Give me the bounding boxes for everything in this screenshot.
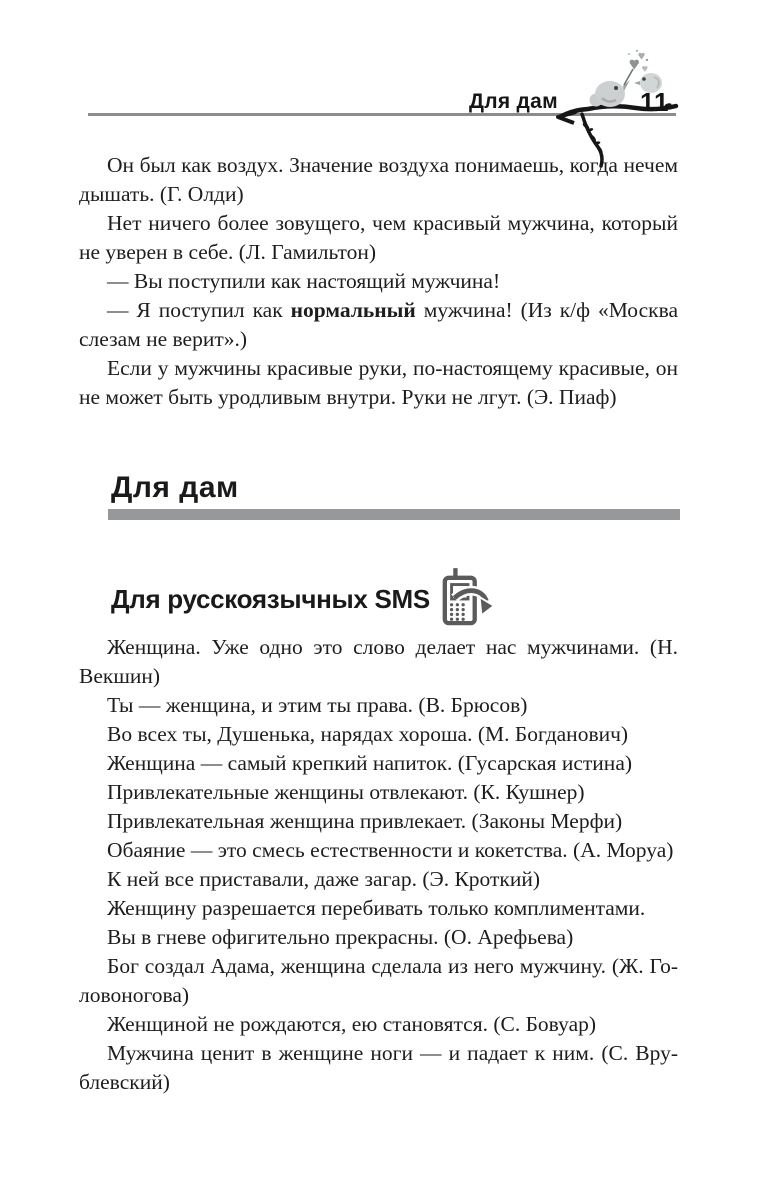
running-header-title: Для дам xyxy=(468,90,558,113)
quote-prefix: — Я поступил как xyxy=(107,298,291,322)
section-title: Для дам xyxy=(111,471,239,504)
page-number: 11 xyxy=(640,87,670,117)
quote-bold-word: нормальный xyxy=(290,298,416,322)
quote-item: Обаяние — это смесь естественности и кокетства. (А. Моруа) xyxy=(107,838,674,862)
quote-item: Женщиной не рождаются, ею становятся. (С. Бовуар) xyxy=(107,1012,597,1036)
quote-item: Вы в гневе офигительно прекрасны. (О. Арефьева) xyxy=(107,925,574,949)
quote-item: Он был как воздух. Значение воздуха понимаешь, когда нечем дышать. (Г. Олди) xyxy=(79,153,678,206)
quote-item: Если у мужчины красивые руки, по-настоящему красивые, он не может быть уродливым внутри. Руки не лгут. (Э. Пиаф) xyxy=(79,356,678,409)
quote-item: Нет ничего более зовущего, чем красивый мужчина, который не уверен в себе. (Л. Гамильтон) xyxy=(79,211,678,264)
quote-suffix: мужчина! (Из к/ф «Москва слезам не верит».) xyxy=(79,298,678,351)
quote-item: Во всех ты, Душенька, нарядах хороша. (М. Богданович) xyxy=(107,722,629,746)
quote-item: К ней все приставали, даже загар. (Э. Кроткий) xyxy=(107,867,541,891)
quote-item: Мужчина ценит в женщине ноги — и падает к ним. (С. Врублевский) xyxy=(79,1041,678,1094)
quote-item: Женщину разрешается перебивать только комплиментами. xyxy=(107,896,646,920)
intro-quotes-list xyxy=(79,151,678,412)
quote-item: Женщина. Уже одно это слово делает нас мужчинами. (Н. Векшин) xyxy=(79,635,678,688)
quote-item: — Вы поступили как настоящий мужчина! xyxy=(107,269,501,293)
subsection-title xyxy=(111,586,494,630)
quote-item-with-bold xyxy=(79,296,678,354)
quote-item: Привлекательные женщины отвлекают. (К. Кушнер) xyxy=(107,780,585,804)
subsection-title-label: Для русскоязычных SMS xyxy=(111,584,430,614)
section-underline-bar xyxy=(108,509,680,520)
sms-quotes-list xyxy=(79,633,678,1097)
quote-item: Привлекательная женщина привлекает. (Законы Мерфи) xyxy=(107,809,623,833)
sms-send-phone-icon xyxy=(440,568,494,630)
quote-item: Ты — женщина, и этим ты права. (В. Брюсов) xyxy=(107,693,528,717)
quote-item: Бог создал Адама, женщина сделала из него мужчину. (Ж. Головоногова) xyxy=(79,954,678,1007)
quote-item: Женщина — самый крепкий напиток. (Гусарская истина) xyxy=(107,751,633,775)
